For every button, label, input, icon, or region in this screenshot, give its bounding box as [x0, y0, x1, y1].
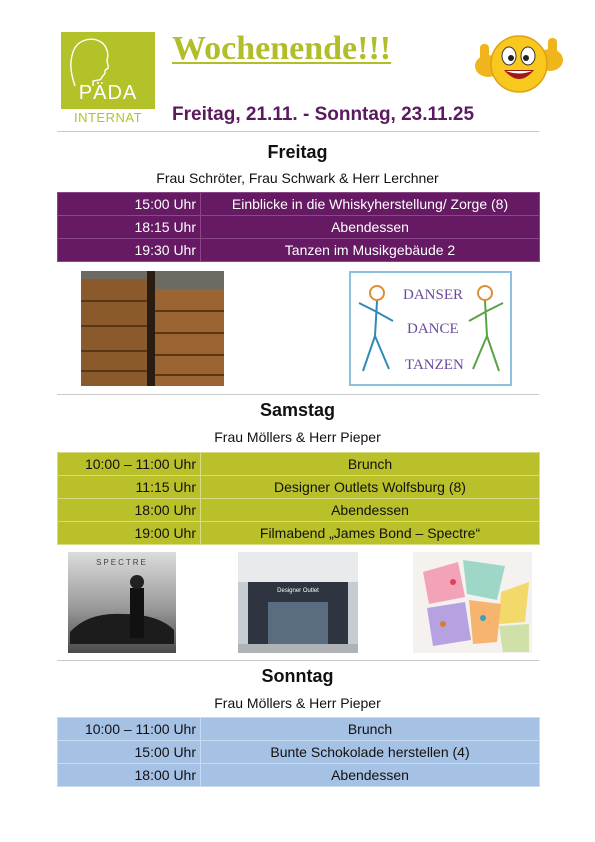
day-heading-samstag: Samstag	[259, 400, 336, 420]
schedule-table-sonntag	[57, 717, 540, 787]
event-cell: Abendessen	[201, 499, 540, 522]
storefront-floor	[238, 644, 358, 653]
time-cell: 19:30 Uhr	[58, 239, 201, 262]
table-row	[58, 239, 540, 262]
table-row	[58, 453, 540, 476]
poster-text-spectre: SPECTRE	[96, 558, 148, 567]
head-profile-icon	[67, 34, 111, 88]
event-cell: Brunch	[201, 718, 540, 741]
time-cell: 11:15 Uhr	[58, 476, 201, 499]
designer-outlet-storefront-photo	[238, 552, 358, 653]
divider	[57, 394, 539, 395]
divider	[57, 660, 539, 661]
staff-sonntag: Frau Möllers & Herr Pieper	[214, 695, 381, 711]
danser-dance-tanzen-poster	[349, 271, 512, 386]
date-range-subtitle: Freitag, 21.11. - Sonntag, 23.11.25	[172, 104, 475, 125]
paeda-internat-logo	[61, 32, 155, 125]
event-cell: Brunch	[201, 453, 540, 476]
event-cell: Abendessen	[201, 216, 540, 239]
car-and-agent-silhouette	[68, 552, 176, 653]
storefront-ceiling	[238, 552, 358, 582]
day-heading-freitag: Freitag	[267, 142, 328, 162]
staff-freitag: Frau Schröter, Frau Schwark & Herr Lerchner	[156, 170, 439, 186]
table-row	[58, 718, 540, 741]
table-row	[58, 499, 540, 522]
staff-samstag: Frau Möllers & Herr Pieper	[214, 429, 381, 445]
event-cell: Designer Outlets Wolfsburg (8)	[201, 476, 540, 499]
poster-text-tanzen: TANZEN	[405, 357, 464, 373]
event-cell: Bunte Schokolade herstellen (4)	[201, 741, 540, 764]
day-heading-sonntag: Sonntag	[261, 666, 334, 686]
colorful-chocolate-photo	[413, 552, 532, 653]
time-cell: 10:00 – 11:00 Uhr	[58, 718, 201, 741]
schedule-table-samstag	[57, 452, 540, 545]
storefront-entrance	[268, 602, 328, 647]
table-row	[58, 741, 540, 764]
time-cell: 18:00 Uhr	[58, 764, 201, 787]
time-cell: 15:00 Uhr	[58, 741, 201, 764]
time-cell: 19:00 Uhr	[58, 522, 201, 545]
page-title: Wochenende!!!	[172, 30, 392, 67]
time-cell: 10:00 – 11:00 Uhr	[58, 453, 201, 476]
schedule-table-freitag	[57, 192, 540, 262]
poster-text-dance: DANCE	[407, 321, 459, 337]
time-cell: 15:00 Uhr	[58, 193, 201, 216]
table-row	[58, 764, 540, 787]
table-row	[58, 193, 540, 216]
event-cell: Abendessen	[201, 764, 540, 787]
event-cell: Filmabend „James Bond – Spectre“	[201, 522, 540, 545]
store-sign: Designer Outlet	[277, 588, 319, 594]
divider	[57, 131, 539, 132]
spectre-movie-poster	[68, 552, 176, 653]
dancer-figure-right	[465, 281, 507, 381]
time-cell: 18:00 Uhr	[58, 499, 201, 522]
logo-text-paeda: PÄDA	[78, 82, 138, 104]
table-row	[58, 476, 540, 499]
poster-text-danser: DANSER	[403, 287, 464, 303]
thumbs-up-smiley-icon	[470, 30, 568, 98]
whisky-barrels-photo	[81, 271, 224, 386]
table-row	[58, 522, 540, 545]
event-cell: Einblicke in die Whiskyherstellung/ Zorge (8)	[201, 193, 540, 216]
table-row	[58, 216, 540, 239]
dancer-figure-left	[355, 281, 397, 381]
logo-text-internat: INTERNAT	[73, 110, 143, 125]
event-cell: Tanzen im Musikgebäude 2	[201, 239, 540, 262]
time-cell: 18:15 Uhr	[58, 216, 201, 239]
